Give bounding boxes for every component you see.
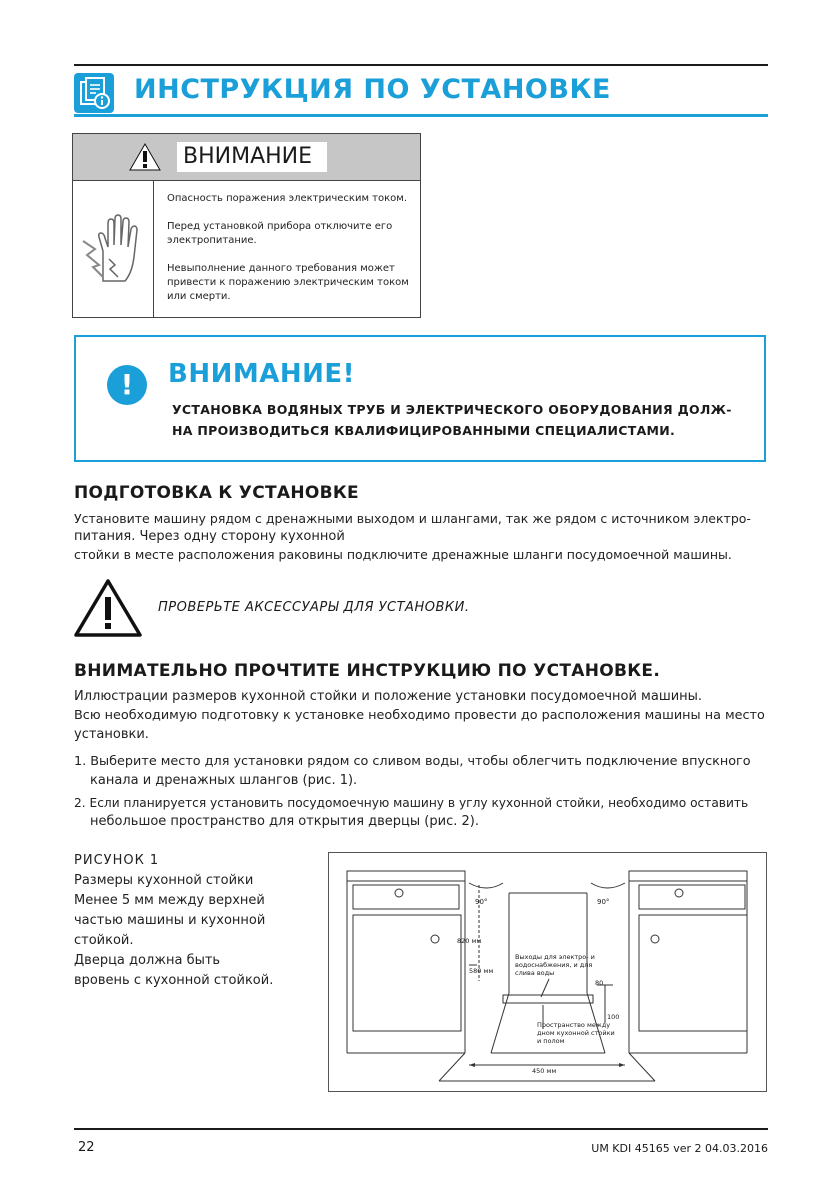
warning-line: или смерти. xyxy=(167,291,231,302)
warning-header xyxy=(73,134,420,181)
bottom-rule xyxy=(74,1128,768,1130)
warning-triangle-icon xyxy=(129,143,161,171)
shock-hand-area xyxy=(73,181,154,317)
height-dimension: 820 мм xyxy=(457,937,482,945)
page-title: ИНСТРУКЦИЯ ПО УСТАНОВКЕ xyxy=(134,74,611,105)
manual-document-icon xyxy=(74,73,114,113)
preparation-text: питания. Через одну сторону кухонной xyxy=(74,529,345,544)
warning-line: Невыполнение данного требования может xyxy=(167,263,395,274)
list-item: 2. Если планируется установить посудомоечную машину в углу кухонной стойки, необходимо оставить xyxy=(74,796,749,810)
check-accessories-text: ПРОВЕРЬТЕ АКСЕССУАРЫ ДЛЯ УСТАНОВКИ. xyxy=(158,600,470,615)
instructions-text: Всю необходимую подготовку к установке необходимо провести до расположения машины на место xyxy=(74,708,765,723)
warning-line: Перед установкой прибора отключите его xyxy=(167,221,393,232)
top-rule xyxy=(74,64,768,66)
outlets-label-line: Выходы для электро- и xyxy=(515,953,595,961)
list-item: 1. Выберите место для установки рядом со сливом воды, чтобы облегчить подключение впускного xyxy=(74,754,751,769)
warning-heading: ВНИМАНИЕ xyxy=(177,142,327,172)
kitchen-cabinet-diagram xyxy=(328,852,767,1092)
warning-line: Опасность поражения электрическим током. xyxy=(167,193,407,204)
electric-shock-hand-icon xyxy=(79,211,149,291)
dimension-80: 80 xyxy=(595,979,604,987)
figure-caption xyxy=(74,851,284,991)
read-instructions-heading: ВНИМАТЕЛЬНО ПРОЧТИТЕ ИНСТРУКЦИЮ ПО УСТАНОВКЕ. xyxy=(74,661,661,681)
attention-box xyxy=(74,335,766,462)
title-underline xyxy=(74,114,768,117)
page-number: 22 xyxy=(78,1140,95,1155)
space-label-line: Пространство между xyxy=(537,1021,611,1029)
figure-caption-line: частью машины и кухонной xyxy=(74,913,266,928)
space-label-line: и полом xyxy=(537,1037,565,1045)
figure-caption-line: вровень с кухонной стойкой. xyxy=(74,973,274,988)
space-label xyxy=(537,1021,615,1045)
angle-label: 90° xyxy=(597,898,610,906)
width-dimension: 450 мм xyxy=(532,1067,557,1075)
instructions-text: установки. xyxy=(74,727,149,742)
figure-caption-line: стойкой. xyxy=(74,933,134,948)
attention-line: УСТАНОВКА ВОДЯНЫХ ТРУБ И ЭЛЕКТРИЧЕСКОГО ОБОРУДОВАНИЯ ДОЛЖ- xyxy=(172,402,732,417)
preparation-heading: ПОДГОТОВКА К УСТАНОВКЕ xyxy=(74,483,359,503)
dimension-100: 100 xyxy=(607,1013,620,1021)
attention-line: НА ПРОИЗВОДИТЬСЯ КВАЛИФИЦИРОВАННЫМИ СПЕЦИАЛИСТАМИ. xyxy=(172,423,676,438)
outlets-label xyxy=(515,953,595,977)
preparation-text: стойки в месте расположения раковины подключите дренажные шланги посудомоечной машины. xyxy=(74,547,732,562)
document-reference: UM KDI 45165 ver 2 04.03.2016 xyxy=(591,1142,768,1155)
warning-line: привести к поражению электрическим током xyxy=(167,277,409,288)
list-item: небольшое пространство для открытия дверцы (рис. 2). xyxy=(90,814,479,829)
instructions-text: Иллюстрации размеров кухонной стойки и положение установки посудомоечной машины. xyxy=(74,689,703,704)
space-label-line: дном кухонной стойки xyxy=(537,1029,615,1037)
exclamation-icon: ! xyxy=(107,365,147,405)
list-item: канала и дренажных шлангов (рис. 1). xyxy=(90,773,358,788)
figure-caption-title: РИСУНОК 1 xyxy=(74,853,160,868)
figure-caption-line: Размеры кухонной стойки xyxy=(74,873,254,888)
depth-dimension: 580 мм xyxy=(469,967,494,975)
caution-triangle-icon xyxy=(73,578,143,638)
figure-caption-line: Дверца должна быть xyxy=(74,953,221,968)
preparation-text: Установите машину рядом с дренажными выходом и шлангами, так же рядом с источником электро- xyxy=(74,511,751,526)
electric-warning-box xyxy=(72,133,421,318)
warning-line: электропитание. xyxy=(167,235,257,246)
outlets-label-line: слива воды xyxy=(515,969,555,977)
attention-title: ВНИМАНИЕ! xyxy=(168,359,355,389)
outlets-label-line: водоснабжения, и для xyxy=(515,961,593,969)
angle-label: 90° xyxy=(475,898,488,906)
figure-caption-line: Менее 5 мм между верхней xyxy=(74,893,265,908)
